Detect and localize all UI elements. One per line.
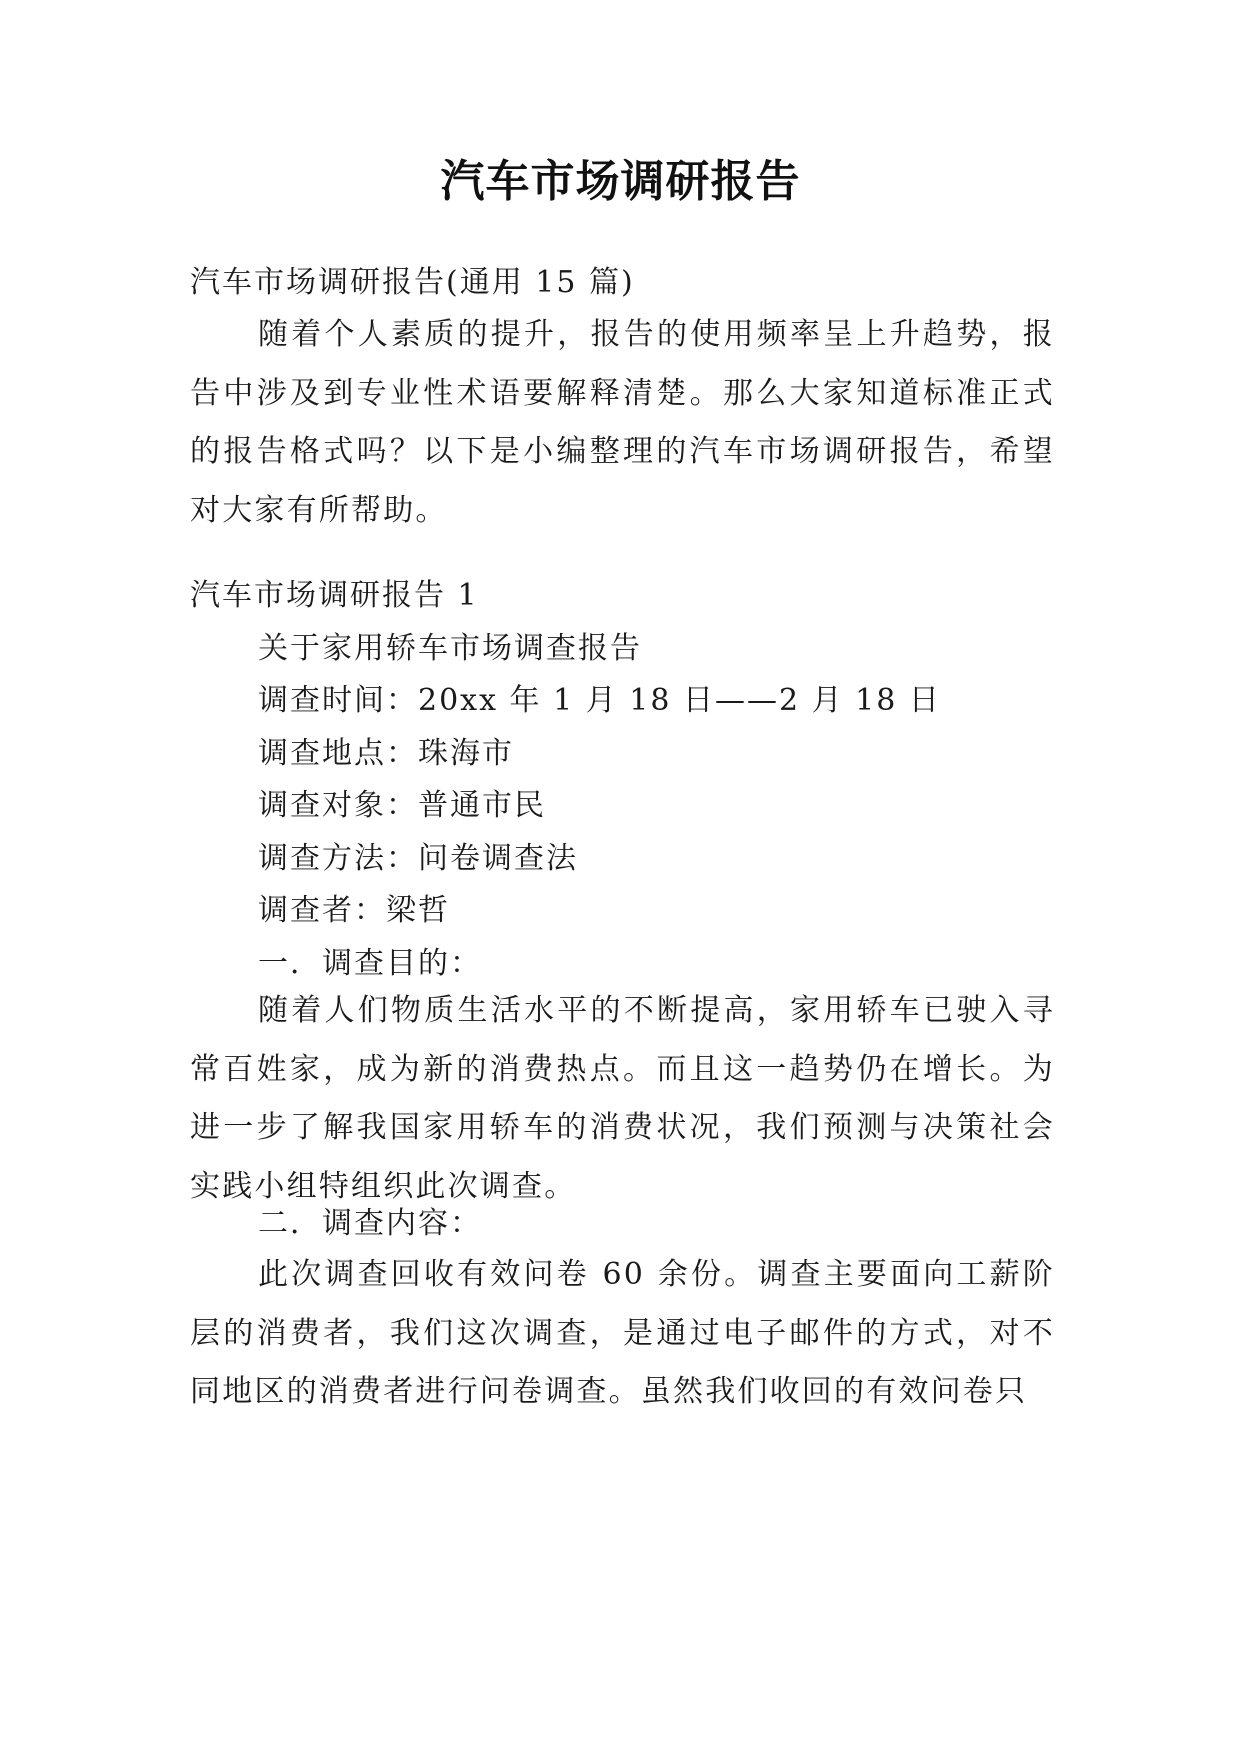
survey-time: 调查时间：20xx 年 1 月 18 日——2 月 18 日 [258,683,941,718]
document-title: 汽车市场调研报告 [440,156,801,207]
purpose-heading: 一．调查目的： [258,946,482,981]
report-title: 关于家用轿车市场调查报告 [258,631,642,666]
content-paragraph: 此次调查回收有效问卷 60 余份。调查主要面向工薪阶层的消费者，我们这次调查，是通过电子邮件的方式，对不同地区的消费者进行问卷调查。虽然我们收回的有效问卷只 [190,1257,1055,1409]
survey-place: 调查地点：珠海市 [258,736,514,771]
survey-method: 调查方法：问卷调查法 [258,841,578,876]
section-heading: 汽车市场调研报告 1 [190,578,479,613]
survey-object: 调查对象：普通市民 [258,788,546,823]
document-subtitle: 汽车市场调研报告(通用 15 篇) [190,265,635,300]
purpose-paragraph: 随着人们物质生活水平的不断提高，家用轿车已驶入寻常百姓家，成为新的消费热点。而且这一趋势仍在增长。为进一步了解我国家用轿车的消费状况，我们预测与决策社会实践小组特组织此次调查。 [190,993,1055,1204]
content-heading: 二．调查内容： [258,1206,482,1241]
intro-paragraph: 随着个人素质的提升，报告的使用频率呈上升趋势，报告中涉及到专业性术语要解释清楚。那么大家知道标准正式的报告格式吗？以下是小编整理的汽车市场调研报告，希望对大家有所帮助。 [190,317,1055,528]
surveyor: 调查者：梁哲 [258,893,450,928]
